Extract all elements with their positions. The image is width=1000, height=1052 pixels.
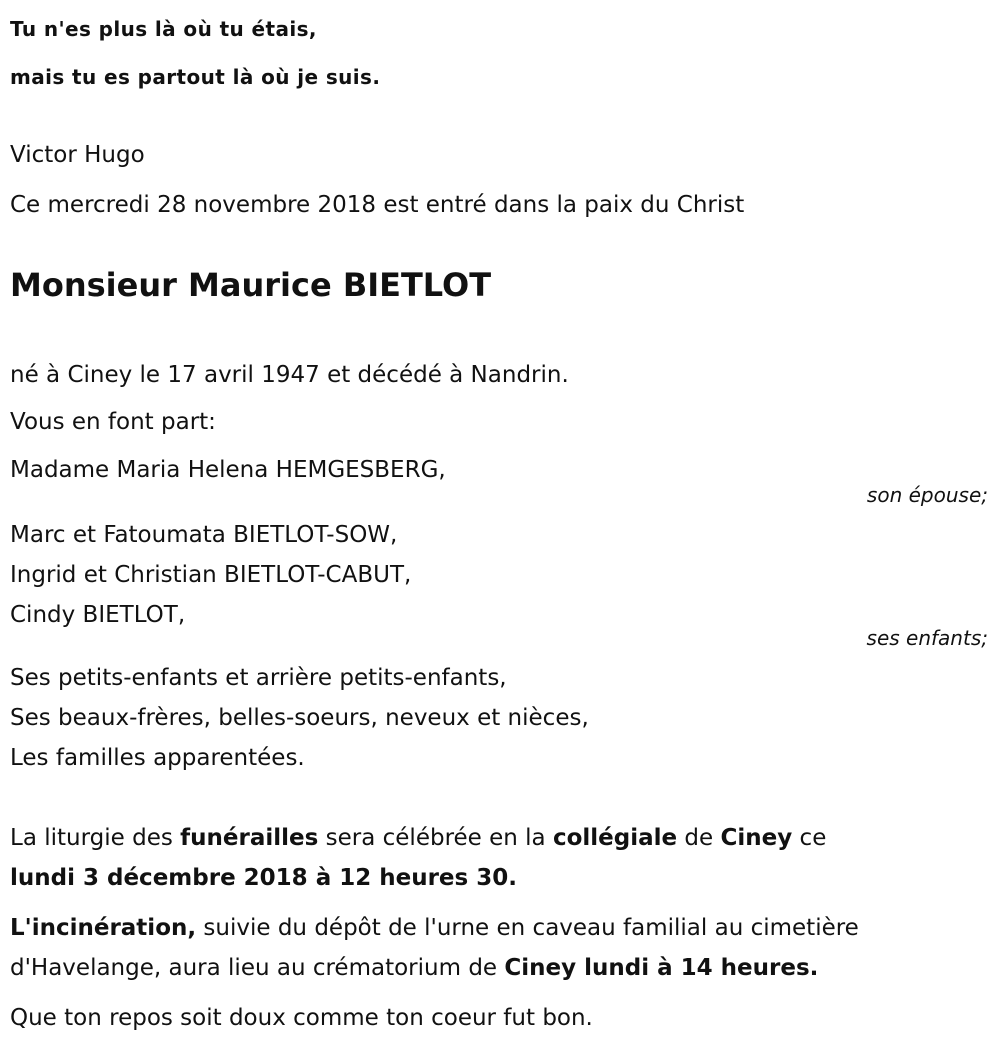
quote-author: Victor Hugo [10,142,145,168]
spouse-name: Madame Maria Helena HEMGESBERG, [10,457,446,483]
family-line: Ses petits-enfants et arrière petits-enfants, [10,665,507,691]
cremation-line-2: d'Havelange, aura lieu au crématorium de Ciney lundi à 14 heures. [10,955,819,981]
deceased-name: Monsieur Maurice BIETLOT [10,266,492,304]
announcement: Ce mercredi 28 novembre 2018 est entré dans la paix du Christ [10,192,745,218]
funeral-line-2: lundi 3 décembre 2018 à 12 heures 30. [10,865,517,891]
cremation-line-1: L'incinération, suivie du dépôt de l'urne en caveau familial au cimetière [10,915,859,941]
closing-line: Que ton repos soit doux comme ton coeur fut bon. [10,1005,593,1031]
funeral-line-1: La liturgie des funérailles sera célébrée en la collégiale de Ciney ce [10,825,827,851]
family-line: Ses beaux-frères, belles-soeurs, neveux et nièces, [10,705,589,731]
quote-line-1: Tu n'es plus là où tu étais, [10,17,317,41]
child-name: Cindy BIETLOT, [10,602,186,628]
children-relation: ses enfants; [866,626,988,650]
intro-text: Vous en font part: [10,409,216,435]
child-name: Marc et Fatoumata BIETLOT-SOW, [10,522,398,548]
birth-death-info: né à Ciney le 17 avril 1947 et décédé à Nandrin. [10,362,569,388]
family-line: Les familles apparentées. [10,745,305,771]
spouse-relation: son épouse; [866,483,988,507]
quote-line-2: mais tu es partout là où je suis. [10,65,381,89]
child-name: Ingrid et Christian BIETLOT-CABUT, [10,562,412,588]
